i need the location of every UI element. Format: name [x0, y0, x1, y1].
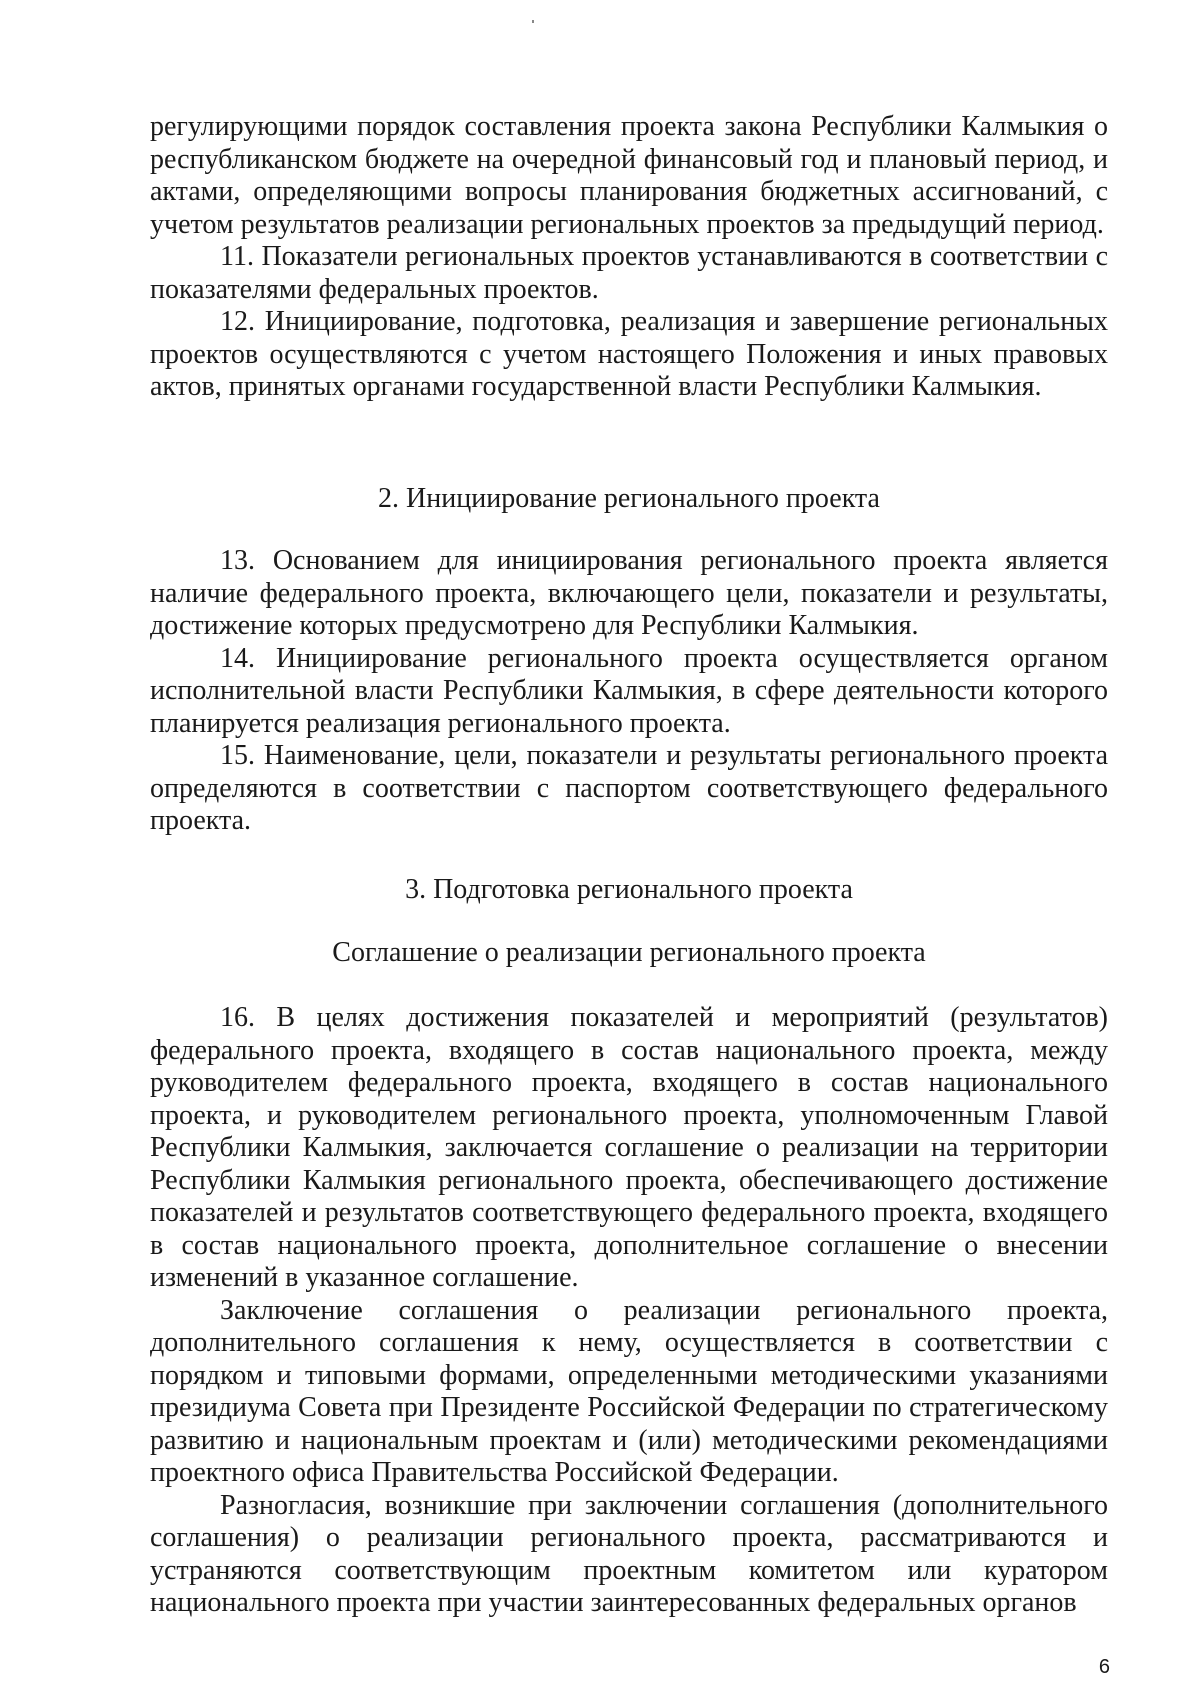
text-block-top [150, 111, 1108, 404]
paragraph-agreement-conclusion: Заключение соглашения о реализации регионального проекта, дополнительного соглашения к нему, осуществляется в соответствии с порядком и типовыми формами, определенными методическими указаниями президиума Совета при Президенте Российской Федерации по стратегическому развитию и национальным проектам и (или) методическими рекомендациями проектного офиса Правительства Российской Федерации. [150, 1294, 1108, 1488]
paragraph-disagreements: Разногласия, возникшие при заключении соглашения (дополнительного соглашения) о реализации регионального проекта, рассматриваются и устраняются соответствующим проектным комитетом или куратором национального проекта при участии заинтересованных федеральных органов [150, 1489, 1108, 1618]
paragraph-15: 15. Наименование, цели, показатели и результаты регионального проекта определяются в соответствии с паспортом соответствующего федерального проекта. [150, 740, 1108, 836]
section-2-heading: 2. Инициирование регионального проекта [378, 483, 880, 514]
text-block-section-3 [150, 1002, 1108, 1620]
paragraph-continuation: регулирующими порядок составления проекта закона Республики Калмыкия о республиканском бюджете на очередной финансовый год и плановый период, и актами, определяющими вопросы планирования бюджетных ассигнований, с учетом результатов реализации региональных проектов за предыдущий период. [150, 111, 1108, 240]
paragraph-11: 11. Показатели региональных проектов устанавливаются в соответствии с показателями федеральных проектов. [150, 241, 1108, 305]
paragraph-13: 13. Основанием для инициирования регионального проекта является наличие федерального проекта, включающего цели, показатели и результаты, достижение которых предусмотрено для Республики Калмыкия. [150, 545, 1108, 641]
text-block-section-2 [150, 545, 1108, 838]
section-3-heading: 3. Подготовка регионального проекта [405, 874, 853, 905]
paragraph-14: 14. Инициирование регионального проекта осуществляется органом исполнительной власти Республики Калмыкия, в сфере деятельности которого планируется реализация регионального проекта. [150, 642, 1108, 739]
scan-speck [532, 20, 534, 23]
section-3-subheading: Соглашение о реализации регионального проекта [332, 937, 926, 968]
paragraph-12: 12. Инициирование, подготовка, реализация и завершение региональных проектов осуществляются с учетом настоящего Положения и иных правовых актов, принятых органами государственной власти Республики Калмыкия. [150, 306, 1108, 402]
page-number: 6 [1098, 1656, 1110, 1678]
paragraph-16: 16. В целях достижения показателей и мероприятий (результатов) федерального проекта, входящего в состав национального проекта, между руководителем федерального проекта, входящего в состав национального проекта, и руководителем регионального проекта, уполномоченным Главой Республики Калмыкия, заключается соглашение о реализации на территории Республики Калмыкия регионального проекта, обеспечивающего достижение показателей и результатов соответствующего федерального проекта, входящего в состав национального проекта, дополнительное соглашение о внесении изменений в указанное соглашение. [150, 1002, 1108, 1293]
